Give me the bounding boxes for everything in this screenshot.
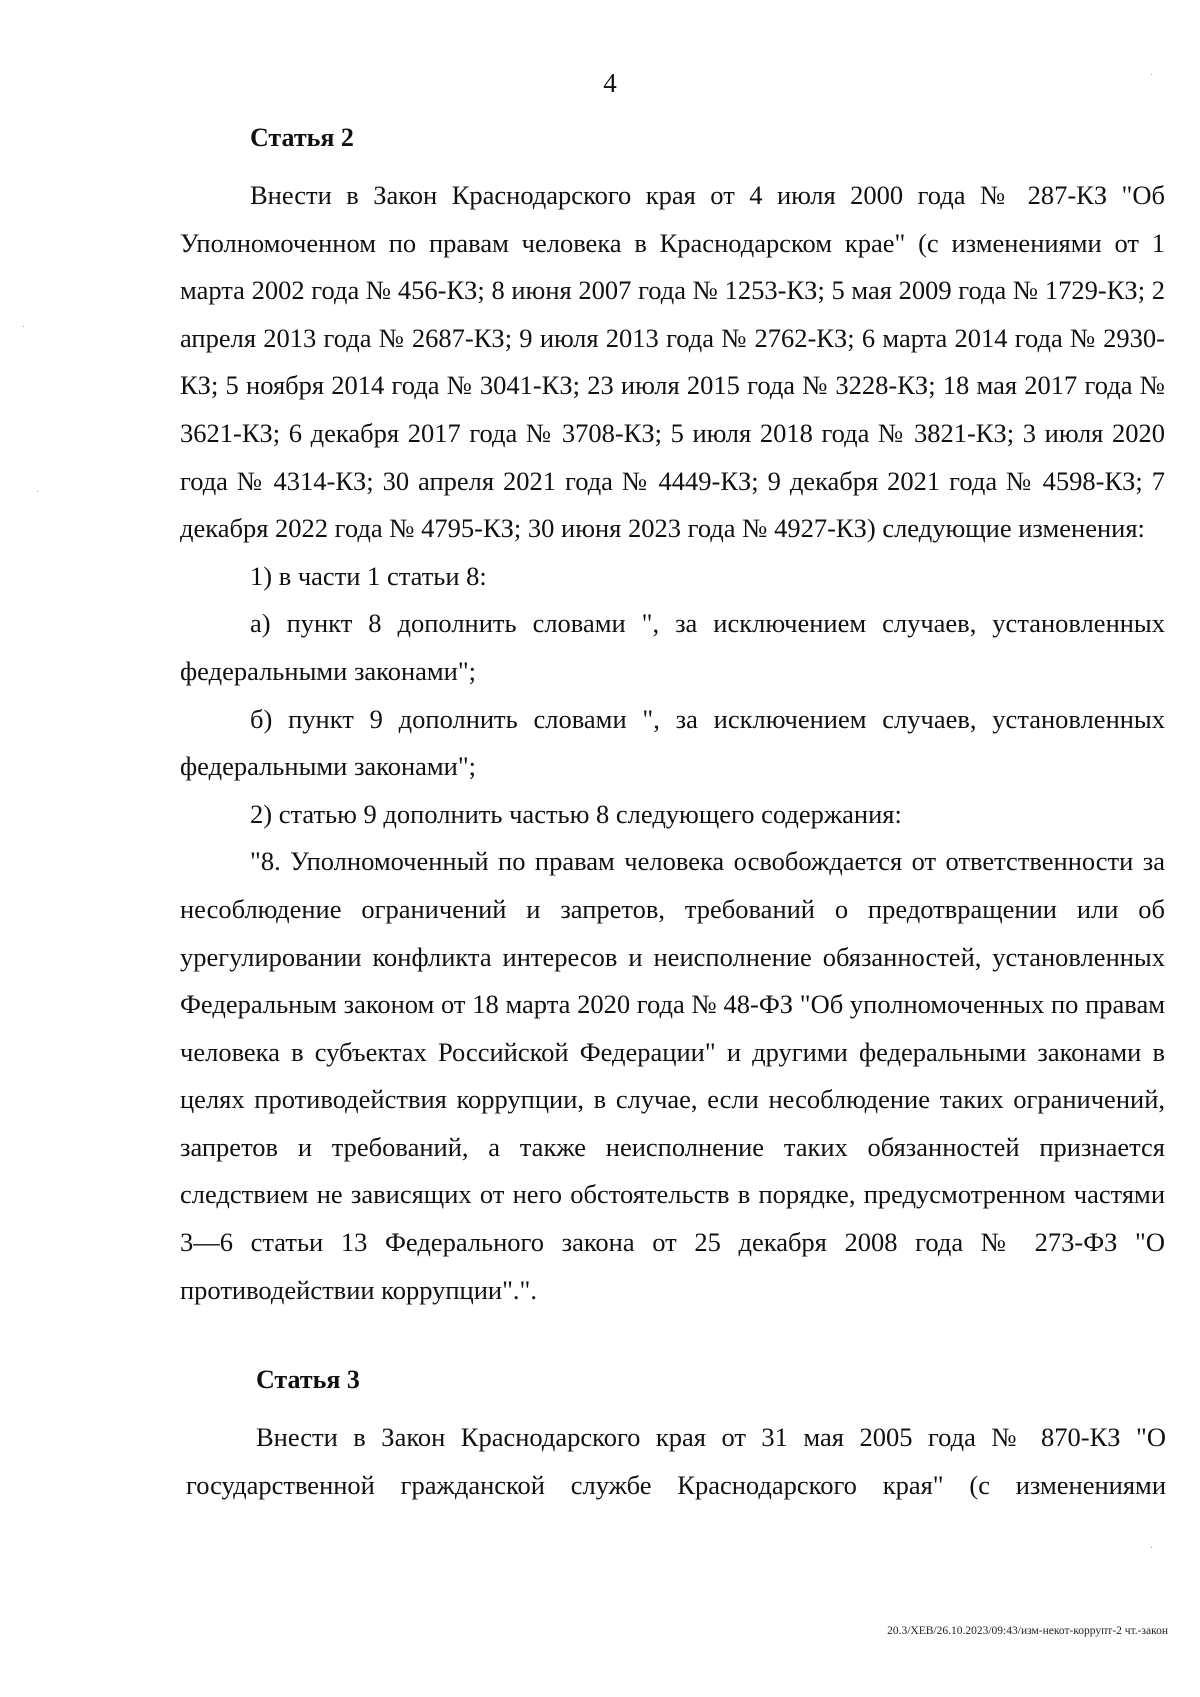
article-2-item-1: 1) в части 1 статьи 8:: [250, 560, 487, 591]
article-2-item-2: 2) статью 9 дополнить частью 8 следующего содержания:: [250, 798, 902, 829]
scan-speck: ·: [1150, 70, 1154, 81]
article-2-title: Статья 2: [250, 123, 354, 152]
article-3: [186, 1360, 1166, 1509]
article-2-intro-paragraph: Внести в Закон Краснодарского края от 4 июля 2000 года № 287-КЗ "Об Уполномоченном по правам человека в Краснодарском крае" (с изменениями от 1 марта 2002 года № 456-КЗ; 8 июня 2007 года № 1253-КЗ; 5 мая 2009 года № 1729-КЗ; 2 апреля 2013 года № 2687-КЗ; 9 июля 2013 года № 2762-КЗ; 6 марта 2014 года № 2930-КЗ; 5 ноября 2014 года № 3041-КЗ; 23 июля 2015 года № 3228-КЗ; 18 мая 2017 года № 3621-КЗ; 6 декабря 2017 года № 3708-КЗ; 5 июля 2018 года № 3821-КЗ; 3 июля 2020 года № 4314-КЗ; 30 апреля 2021 года № 4449-КЗ; 9 декабря 2021 года № 4598-КЗ; 7 декабря 2022 года № 4795-КЗ; 30 июня 2023 года № 4927-КЗ) следующие изменения:: [180, 180, 1165, 544]
document-footer-code: 20.3/ХЕВ/26.10.2023/09:43/изм-некот-коррупт-2 чт.-закон: [887, 1625, 1168, 1637]
scan-speck: ·: [1150, 1543, 1154, 1554]
article-2-quoted-part-8: "8. Уполномоченный по правам человека освобождается от ответственности за несоблюдение ограничений и запретов, требований о предотвращении или об урегулировании конфликта интересов и неисполнение обязанностей, установленных Федеральным законом от 18 марта 2020 года № 48-ФЗ "Об уполномоченных по правам человека в субъектах Российской Федерации" и другими федеральными законами в целях противодействия коррупции, в случае, если несоблюдение таких ограничений, запретов и требований, а также неисполнение таких обязанностей признается следствием не зависящих от него обстоятельств в порядке, предусмотренном частями 3—6 статьи 13 Федерального закона от 25 декабря 2008 года № 273-ФЗ "О противодействии коррупции".".: [180, 846, 1165, 1305]
article-2: [180, 118, 1165, 1314]
scan-speck: ·: [36, 487, 40, 498]
page-number: 4: [603, 68, 617, 98]
scan-speck: ·: [22, 322, 26, 333]
article-3-intro-paragraph: Внести в Закон Краснодарского края от 31 мая 2005 года № 870-КЗ "О государственной гражданской службе Краснодарского края" (с изменениями: [186, 1422, 1166, 1500]
article-2-item-1a: а) пункт 8 дополнить словами ", за исключением случаев, установленных федеральными законами";: [180, 608, 1165, 686]
article-3-title: Статья 3: [256, 1365, 360, 1394]
article-2-item-1b: б) пункт 9 дополнить словами ", за исключением случаев, установленных федеральными законами";: [180, 703, 1165, 782]
